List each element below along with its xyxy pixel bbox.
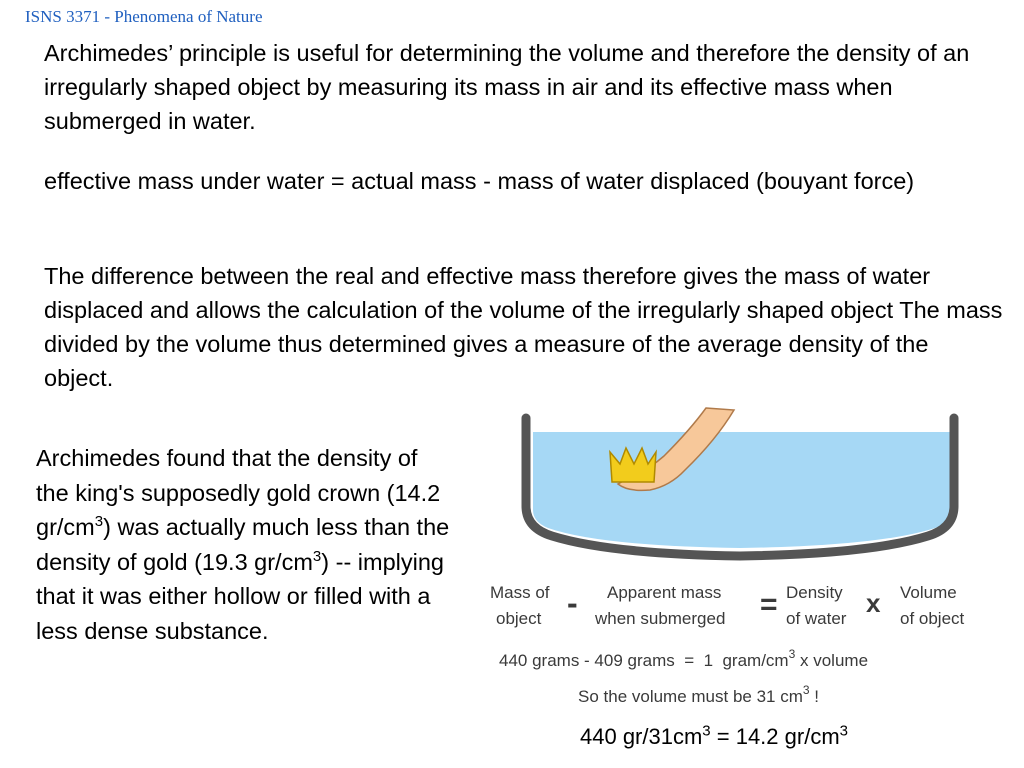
effective-mass-paragraph: effective mass under water = actual mass - mass of water displaced (bouyant force) [44, 168, 915, 194]
crown-density-formula: 440 $gr/31cm^3 = 14.2$ $gr/cm^3$ [580, 722, 848, 749]
mass-equation: 440 grams - 409 grams = 1 gram/$cm^3$ x volume [499, 647, 869, 670]
label-density-of-water: Density of water [786, 583, 847, 628]
crown-text-part2: ) was actually much less than the density of gold (19.3 gr/cm [36, 514, 450, 575]
crown-superscript-1: 3 [94, 513, 104, 531]
crown-superscript-2: 3 [312, 547, 322, 565]
course-title: ISNS 3371 - Phenomena of Nature [25, 7, 263, 26]
minus-sign: - [567, 585, 578, 621]
difference-paragraph: The difference between the real and effective mass therefore gives the mass of water displaced and allows the calculation of the volume of the irregularly shaped object The mass divided by the volume thus determined gives a measure of the average density of the object. [44, 263, 1003, 391]
label-apparent-mass: Apparent mass when submerged [595, 583, 726, 628]
label-volume-of-object: Volume of object [900, 583, 965, 628]
crown-text-part3: ) -- implying that it was either hollow or filled with a less dense substance. [36, 548, 444, 644]
equals-sign: = [760, 588, 778, 621]
water [533, 432, 953, 548]
times-sign: x [866, 588, 881, 618]
principle-paragraph: Archimedes’ principle is useful for determining the volume and therefore the density of an irregularly shaped object by measuring its mass in air and its effective mass when submerged in water. [44, 40, 970, 134]
label-mass-of-object: Mass of object [490, 583, 550, 628]
crown-text-part1: Archimedes found that the density of the king's supposedly gold crown (14.2 gr/cm [36, 445, 441, 540]
volume-conclusion: So the volume must be 31 $cm^3$ ! [578, 683, 820, 706]
